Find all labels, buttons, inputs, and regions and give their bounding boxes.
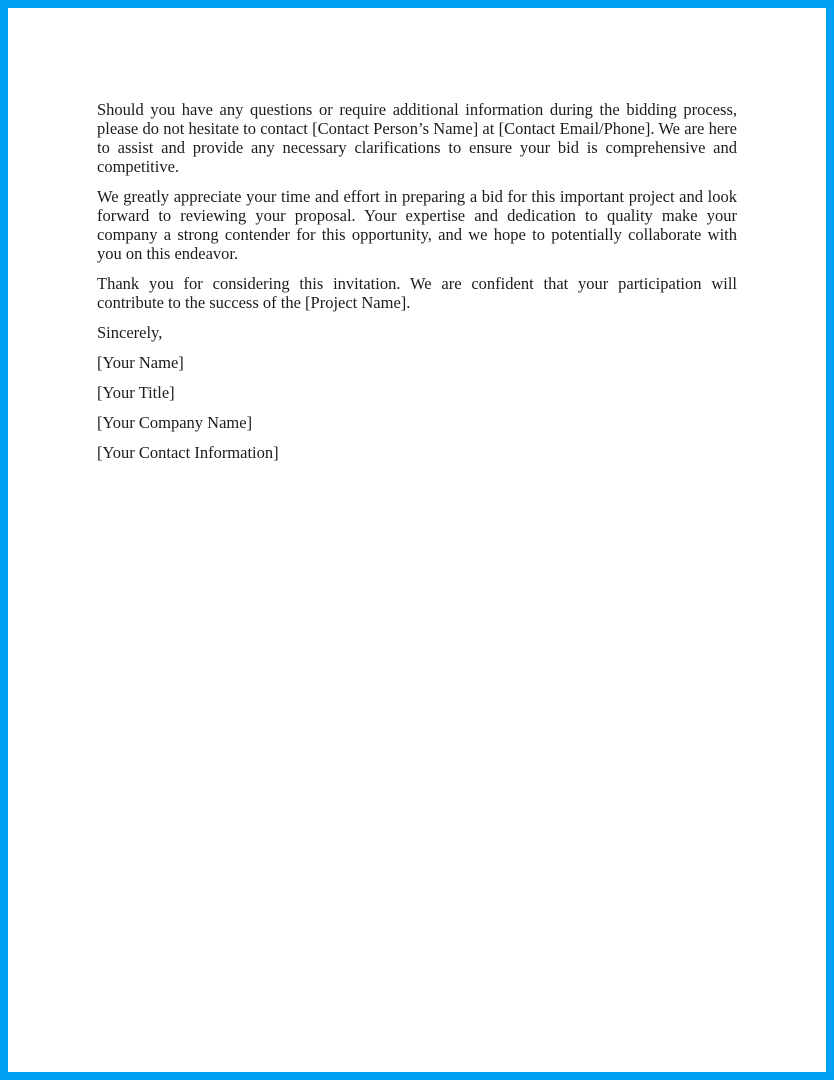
signature-contact-placeholder: [Your Contact Information] [97, 443, 279, 462]
letter-page [8, 8, 826, 1072]
letter-closing: Sincerely, [97, 323, 163, 342]
letter-paragraph-questions: Should you have any questions or require additional information during the bidding process, please do not hesitate to contact [Contact Person’s Name] at [Contact Email/Phone]. We are here to assist and provide any necessary clarifications to ensure your bid is comprehensive and competitive. [97, 100, 737, 176]
signature-title-placeholder: [Your Title] [97, 383, 175, 402]
letter-body [8, 8, 826, 462]
letter-paragraph-thanks: Thank you for considering this invitation. We are confident that your participation will contribute to the success of the [Project Name]. [97, 274, 737, 312]
signature-company-placeholder: [Your Company Name] [97, 413, 253, 432]
letter-paragraph-appreciation: We greatly appreciate your time and effort in preparing a bid for this important project and look forward to reviewing your proposal. Your expertise and dedication to quality make your company a strong contender for this opportunity, and we hope to potentially collaborate with you on this endeavor. [97, 187, 737, 263]
signature-name-placeholder: [Your Name] [97, 353, 184, 372]
